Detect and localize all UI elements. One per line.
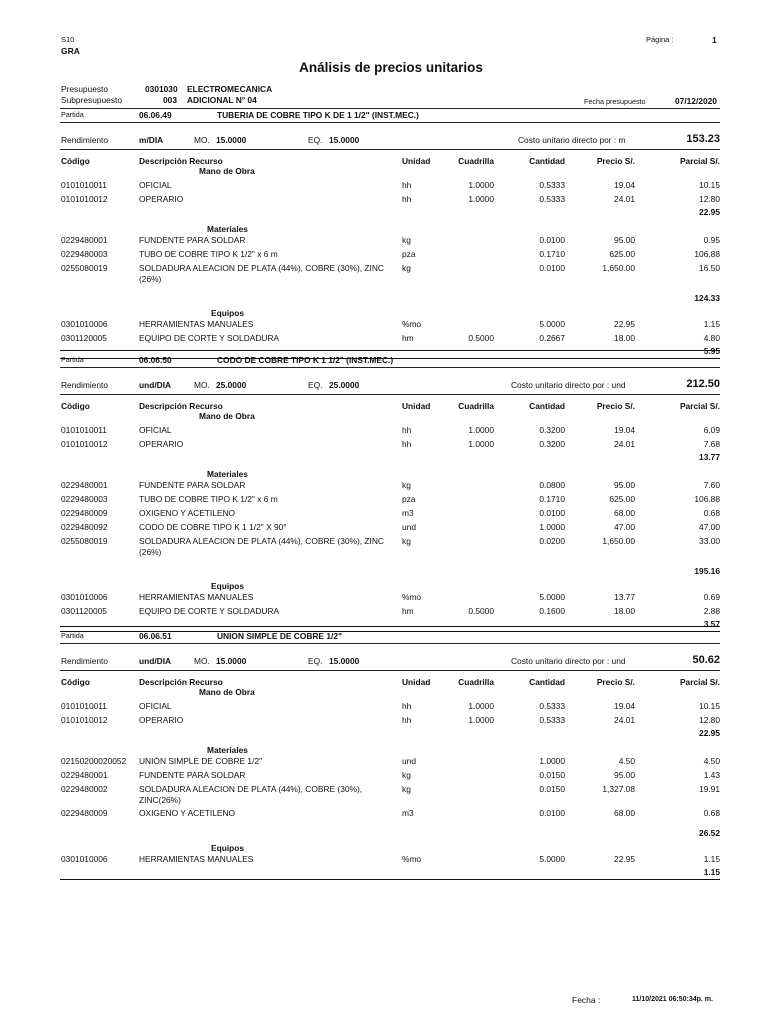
resource-unit: kg (402, 235, 411, 245)
materiales-total: 195.16 (694, 566, 720, 576)
resource-description: HERRAMIENTAS MANUALES (139, 592, 254, 602)
resource-unit: hh (402, 180, 412, 190)
presupuesto-name: ELECTROMECANICA (187, 84, 273, 94)
mo-label: MO. (194, 135, 210, 145)
rendimiento-label: Rendimiento (61, 656, 109, 666)
resource-cantidad: 0.3200 (539, 425, 565, 435)
company-label: GRA (61, 46, 80, 56)
eq-value: 15.0000 (329, 135, 360, 145)
resource-precio: 95.00 (614, 770, 635, 780)
section-materiales: Materiales (207, 745, 248, 755)
section-materiales: Materiales (207, 469, 248, 479)
resource-parcial: 7.68 (703, 439, 720, 449)
resource-precio: 19.04 (614, 701, 635, 711)
resource-cantidad: 0.5333 (539, 715, 565, 725)
resource-parcial: 6.09 (703, 425, 720, 435)
eq-label: EQ. (308, 135, 323, 145)
subpresupuesto-name: ADICIONAL N° 04 (187, 95, 257, 105)
rendimiento-line (60, 670, 720, 671)
section-equipos: Equipos (211, 308, 245, 318)
resource-unit: und (402, 522, 416, 532)
resource-code: 0229480092 (61, 522, 108, 532)
eq-label: EQ. (308, 380, 323, 390)
resource-cuadrilla: 1.0000 (468, 701, 494, 711)
resource-cuadrilla: 1.0000 (468, 180, 494, 190)
resource-precio: 24.01 (614, 194, 635, 204)
resource-parcial: 1.43 (703, 770, 720, 780)
cost-label: Costo unitario directo por : und (511, 380, 626, 390)
resource-cantidad: 0.0200 (539, 536, 565, 546)
resource-code: 0229480001 (61, 235, 108, 245)
resource-unit: hm (402, 606, 414, 616)
resource-precio: 625.00 (609, 494, 635, 504)
resource-parcial: 0.68 (703, 508, 720, 518)
resource-cantidad: 0.1710 (539, 494, 565, 504)
partida-top-line (60, 626, 720, 627)
partida-label: Partida (61, 355, 84, 364)
eq-value: 15.0000 (329, 656, 360, 666)
resource-unit: hh (402, 425, 412, 435)
footer-fecha-label: Fecha : (572, 995, 601, 1005)
resource-parcial: 10.15 (699, 180, 720, 190)
partida-name: UNION SIMPLE DE COBRE 1/2" (217, 631, 342, 641)
resource-parcial: 1.15 (703, 854, 720, 864)
resource-cantidad: 0.0100 (539, 235, 565, 245)
partida-code: 06.06.49 (139, 110, 172, 120)
page-title: Análisis de precios unitarios (299, 60, 483, 75)
rendimiento-line (60, 149, 720, 150)
partida-name: CODO DE COBRE TIPO K 1 1/2" (INST.MEC.) (217, 355, 394, 365)
resource-cantidad: 0.5333 (539, 180, 565, 190)
resource-unit: pza (402, 249, 416, 259)
resource-code: 0255080019 (61, 263, 108, 273)
partida-top-line (60, 108, 720, 109)
resource-code: 0101010011 (61, 425, 107, 435)
resource-cantidad: 1.0000 (539, 756, 565, 766)
col-precio: Precio S/. (596, 677, 635, 687)
col-codigo: Código (61, 401, 90, 411)
resource-code: 02150200020052 (61, 756, 127, 766)
presupuesto-code: 0301030 (145, 84, 178, 94)
resource-unit: %mo (402, 319, 422, 329)
resource-code: 0101010012 (61, 194, 108, 204)
equipos-total: 1.15 (703, 867, 720, 877)
col-unidad: Unidad (402, 156, 431, 166)
mano-total: 22.95 (699, 728, 720, 738)
mano-total: 22.95 (699, 207, 720, 217)
partida-label: Partida (61, 631, 84, 640)
resource-description: OFICIAL (139, 180, 172, 190)
resource-unit: m3 (402, 808, 414, 818)
col-descripcion: Descripción Recurso (139, 677, 223, 687)
unit-cost: 50.62 (692, 654, 720, 666)
resource-unit: kg (402, 480, 411, 490)
mo-value: 15.0000 (216, 135, 247, 145)
resource-description: OPERARIO (139, 715, 184, 725)
col-cantidad: Cantidad (529, 401, 565, 411)
resource-precio: 19.04 (614, 425, 635, 435)
resource-parcial: 19.91 (699, 784, 720, 794)
resource-cantidad: 5.0000 (539, 592, 565, 602)
resource-precio: 22.95 (614, 854, 635, 864)
unit-cost: 153.23 (686, 133, 720, 145)
resource-parcial: 7.60 (703, 480, 720, 490)
resource-cantidad: 0.5333 (539, 194, 565, 204)
resource-description: OPERARIO (139, 439, 184, 449)
resource-precio: 1,650.00 (602, 263, 635, 273)
partida-name: TUBERIA DE COBRE TIPO K DE 1 1/2" (INST.MEC.) (217, 110, 419, 120)
resource-cuadrilla: 1.0000 (468, 194, 494, 204)
resource-code: 0229480009 (61, 808, 108, 818)
resource-cantidad: 0.0150 (539, 770, 565, 780)
resource-description: FUNDENTE PARA SOLDAR (139, 480, 246, 490)
rendimiento-label: Rendimiento (61, 135, 109, 145)
equipos-total: 5.95 (703, 346, 720, 356)
section-equipos: Equipos (211, 843, 245, 853)
mo-value: 25.0000 (216, 380, 247, 390)
resource-description: OFICIAL (139, 701, 172, 711)
resource-precio: 68.00 (614, 808, 635, 818)
eq-label: EQ. (308, 656, 323, 666)
section-mano-obra: Mano de Obra (199, 166, 255, 176)
section-equipos: Equipos (211, 581, 245, 591)
system-label: S10 (61, 35, 75, 44)
resource-description: CODO DE COBRE TIPO K 1 1/2" X 90° (139, 522, 287, 532)
resource-unit: hm (402, 333, 414, 343)
resource-code: 0229480003 (61, 249, 108, 259)
resource-precio: 24.01 (614, 715, 635, 725)
resource-cantidad: 0.0150 (539, 784, 565, 794)
mo-label: MO. (194, 380, 210, 390)
resource-description: OFICIAL (139, 425, 172, 435)
resource-unit: %mo (402, 854, 422, 864)
resource-description: EQUIPO DE CORTE Y SOLDADURA (139, 606, 280, 616)
resource-code: 0101010012 (61, 439, 108, 449)
equipos-total: 3.57 (703, 619, 720, 629)
col-cantidad: Cantidad (529, 677, 565, 687)
resource-precio: 18.00 (614, 606, 635, 616)
col-parcial: Parcial S/. (679, 401, 720, 411)
page-number: 1 (712, 35, 717, 45)
resource-description: EQUIPO DE CORTE Y SOLDADURA (139, 333, 280, 343)
col-parcial: Parcial S/. (679, 677, 720, 687)
resource-precio: 4.50 (618, 756, 635, 766)
resource-code: 0229480001 (61, 770, 108, 780)
resource-parcial: 10.15 (699, 701, 720, 711)
resource-code: 0301010006 (61, 854, 108, 864)
resource-cuadrilla: 1.0000 (468, 425, 494, 435)
col-precio: Precio S/. (596, 156, 635, 166)
rendimiento-unit: und/DIA (139, 656, 172, 666)
unit-cost: 212.50 (686, 378, 720, 390)
partida-top-line (60, 350, 720, 351)
resource-precio: 95.00 (614, 235, 635, 245)
section-mano-obra: Mano de Obra (199, 411, 255, 421)
cost-label: Costo unitario directo por : m (518, 135, 626, 145)
resource-cantidad: 5.0000 (539, 854, 565, 864)
col-precio: Precio S/. (596, 401, 635, 411)
rendimiento-unit: m/DIA (139, 135, 164, 145)
resource-parcial: 4.50 (703, 756, 720, 766)
resource-precio: 18.00 (614, 333, 635, 343)
resource-unit: hh (402, 439, 412, 449)
col-cuadrilla: Cuadrilla (458, 156, 494, 166)
rendimiento-unit: und/DIA (139, 380, 172, 390)
col-descripcion: Descripción Recurso (139, 401, 223, 411)
resource-code: 0101010012 (61, 715, 108, 725)
resource-unit: kg (402, 770, 411, 780)
resource-precio: 47.00 (614, 522, 635, 532)
resource-code: 0229480001 (61, 480, 108, 490)
materiales-total: 124.33 (694, 293, 720, 303)
resource-unit: hh (402, 701, 412, 711)
resource-precio: 625.00 (609, 249, 635, 259)
resource-cantidad: 0.0100 (539, 808, 565, 818)
resource-cantidad: 0.1710 (539, 249, 565, 259)
resource-parcial: 1.15 (703, 319, 720, 329)
resource-description: HERRAMIENTAS MANUALES (139, 319, 254, 329)
resource-cantidad: 0.0100 (539, 263, 565, 273)
resource-cuadrilla: 0.5000 (468, 606, 494, 616)
resource-code: 0229480002 (61, 784, 108, 794)
resource-description: TUBO DE COBRE TIPO K 1/2" x 6 m (139, 494, 278, 504)
col-codigo: Código (61, 677, 90, 687)
fecha-presupuesto-label: Fecha presupuesto (584, 97, 646, 106)
section-mano-obra: Mano de Obra (199, 687, 255, 697)
resource-unit: m3 (402, 508, 414, 518)
resource-precio: 68.00 (614, 508, 635, 518)
eq-value: 25.0000 (329, 380, 360, 390)
partida-label: Partida (61, 110, 84, 119)
resource-cuadrilla: 0.5000 (468, 333, 494, 343)
resource-cantidad: 0.2667 (539, 333, 565, 343)
resource-unit: hh (402, 194, 412, 204)
resource-unit: pza (402, 494, 416, 504)
resource-parcial: 0.68 (703, 808, 720, 818)
resource-cantidad: 0.1600 (539, 606, 565, 616)
mano-total: 13.77 (699, 452, 720, 462)
mo-label: MO. (194, 656, 210, 666)
col-descripcion: Descripción Recurso (139, 156, 223, 166)
resource-unit: kg (402, 784, 411, 794)
resource-parcial: 0.95 (703, 235, 720, 245)
resource-precio: 13.77 (614, 592, 635, 602)
resource-cuadrilla: 1.0000 (468, 715, 494, 725)
resource-unit: %mo (402, 592, 422, 602)
resource-cantidad: 1.0000 (539, 522, 565, 532)
partida-bottom-line (60, 122, 720, 123)
resource-parcial: 33.00 (699, 536, 720, 546)
resource-cantidad: 0.0800 (539, 480, 565, 490)
partida-bottom-line (60, 367, 720, 368)
resource-parcial: 106.88 (694, 494, 720, 504)
resource-code: 0301120005 (61, 333, 107, 343)
resource-unit: hh (402, 715, 412, 725)
col-unidad: Unidad (402, 677, 431, 687)
col-unidad: Unidad (402, 401, 431, 411)
resource-description: TUBO DE COBRE TIPO K 1/2" x 6 m (139, 249, 278, 259)
section-materiales: Materiales (207, 224, 248, 234)
rendimiento-label: Rendimiento (61, 380, 109, 390)
resource-code: 0229480003 (61, 494, 108, 504)
resource-description: SOLDADURA ALEACION DE PLATA (44%), COBRE (30%), ZINC (26%) (139, 536, 384, 557)
resource-description: SOLDADURA ALEACION DE PLATA (44%), COBRE (30%), ZINC(26%) (139, 784, 363, 805)
resource-precio: 1,327.08 (602, 784, 635, 794)
col-cuadrilla: Cuadrilla (458, 677, 494, 687)
col-cantidad: Cantidad (529, 156, 565, 166)
resource-description: HERRAMIENTAS MANUALES (139, 854, 254, 864)
col-codigo: Código (61, 156, 90, 166)
resource-code: 0101010011 (61, 180, 107, 190)
resource-description: OXIGENO Y ACETILENO (139, 808, 236, 818)
rendimiento-line (60, 394, 720, 395)
resource-cuadrilla: 1.0000 (468, 439, 494, 449)
resource-parcial: 4.80 (703, 333, 720, 343)
subpresupuesto-label: Subpresupuesto (61, 95, 122, 105)
resource-code: 0301010006 (61, 592, 108, 602)
resource-code: 0229480009 (61, 508, 108, 518)
resource-unit: kg (402, 263, 411, 273)
resource-cantidad: 5.0000 (539, 319, 565, 329)
page-label: Página : (646, 35, 674, 44)
resource-parcial: 2.88 (703, 606, 720, 616)
resource-unit: und (402, 756, 416, 766)
col-cuadrilla: Cuadrilla (458, 401, 494, 411)
partida-code: 06.06.50 (139, 355, 172, 365)
resource-cantidad: 0.3200 (539, 439, 565, 449)
resource-code: 0301120005 (61, 606, 107, 616)
partida-end-line (60, 879, 720, 880)
resource-description: FUNDENTE PARA SOLDAR (139, 235, 246, 245)
resource-cantidad: 0.5333 (539, 701, 565, 711)
resource-parcial: 12.80 (699, 715, 720, 725)
presupuesto-label: Presupuesto (61, 84, 109, 94)
resource-description: OXIGENO Y ACETILENO (139, 508, 236, 518)
mo-value: 15.0000 (216, 656, 247, 666)
resource-parcial: 106.88 (694, 249, 720, 259)
subpresupuesto-code: 003 (163, 95, 177, 105)
resource-description: OPERARIO (139, 194, 184, 204)
partida-code: 06.06.51 (139, 631, 172, 641)
resource-description: FUNDENTE PARA SOLDAR (139, 770, 246, 780)
resource-precio: 1,650.00 (602, 536, 635, 546)
col-parcial: Parcial S/. (679, 156, 720, 166)
resource-description: SOLDADURA ALEACION DE PLATA (44%), COBRE (30%), ZINC (26%) (139, 263, 384, 284)
resource-parcial: 0.69 (703, 592, 720, 602)
resource-precio: 22.95 (614, 319, 635, 329)
resource-parcial: 12.80 (699, 194, 720, 204)
resource-description: UNIÓN SIMPLE DE COBRE 1/2" (139, 756, 263, 766)
resource-precio: 95.00 (614, 480, 635, 490)
partida-bottom-line (60, 643, 720, 644)
resource-parcial: 16.50 (699, 263, 720, 273)
resource-code: 0301010006 (61, 319, 108, 329)
resource-code: 0101010011 (61, 701, 107, 711)
resource-parcial: 47.00 (699, 522, 720, 532)
footer-fecha-value: 11/10/2021 06:50:34p. m. (632, 996, 713, 1003)
resource-unit: kg (402, 536, 411, 546)
fecha-presupuesto-value: 07/12/2020 (675, 96, 717, 106)
resource-precio: 19.04 (614, 180, 635, 190)
resource-cantidad: 0.0100 (539, 508, 565, 518)
resource-code: 0255080019 (61, 536, 108, 546)
resource-precio: 24.01 (614, 439, 635, 449)
materiales-total: 26.52 (699, 828, 720, 838)
cost-label: Costo unitario directo por : und (511, 656, 626, 666)
